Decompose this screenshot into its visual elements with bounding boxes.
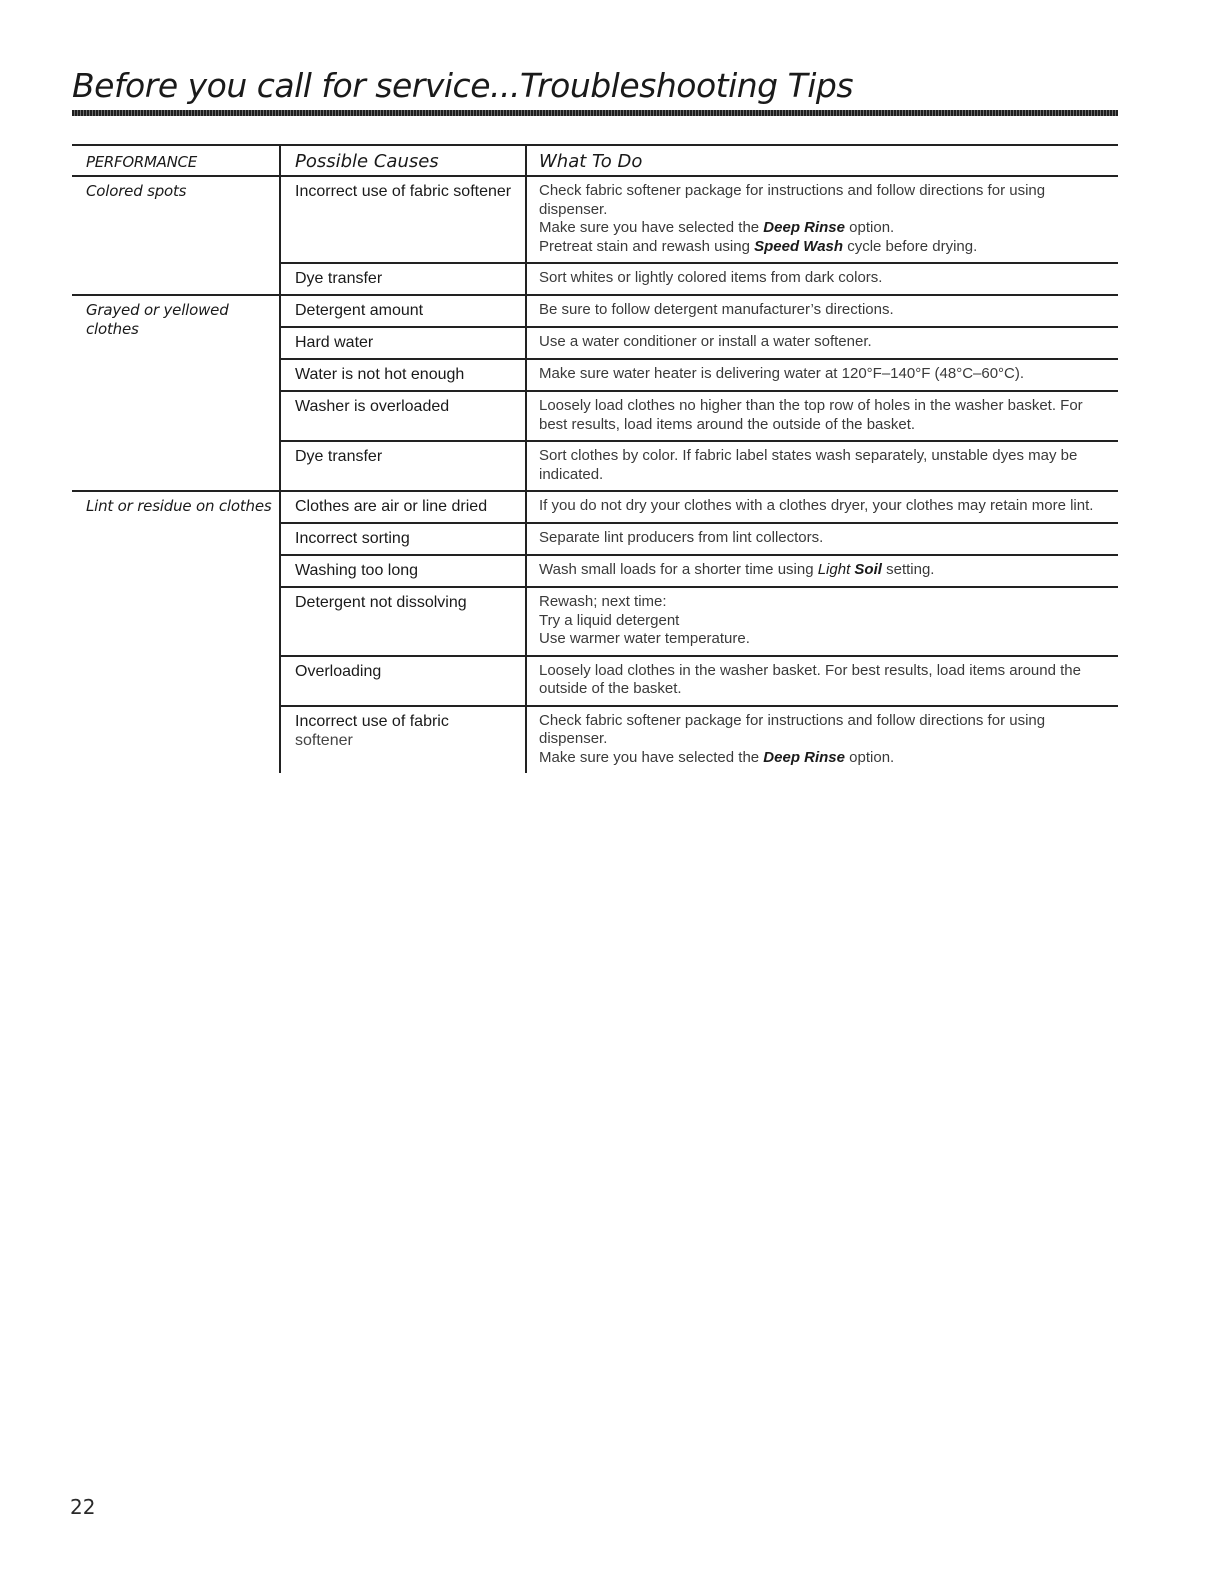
table-header-row: [72, 145, 1118, 176]
table-row: [72, 176, 1118, 263]
page-title: Before you call for service...Troubleshooting Tips: [72, 66, 854, 105]
what-to-do: [526, 327, 1118, 359]
instruction-text: Be sure to follow detergent manufacturer’s directions.: [539, 301, 894, 318]
performance-issue: Colored spots: [86, 182, 187, 200]
instruction-text: setting.: [881, 561, 935, 578]
possible-cause: [280, 263, 526, 295]
performance-issue: Lint or residue on clothes: [72, 491, 280, 773]
instruction-text: Loosely load clothes no higher than the top row of holes in the washer basket. For best results, load items around the outside of the basket.: [539, 397, 1083, 433]
what-to-do: [526, 441, 1118, 491]
table-row: [72, 295, 1118, 327]
what-to-do: [526, 176, 1118, 263]
what-to-do: [526, 555, 1118, 587]
cause-text-continued: softener: [295, 731, 353, 749]
instruction-text: If you do not dry your clothes with a clothes dryer, your clothes may retain more lint.: [539, 497, 1094, 514]
cause-text: Dye transfer: [295, 448, 383, 465]
instruction-line: [539, 447, 1110, 484]
instruction-line: [539, 269, 1110, 288]
cause-text: Detergent not dissolving: [295, 594, 467, 611]
setting-name: Light: [817, 561, 851, 578]
instruction-text: Check fabric softener package for instructions and follow directions for using dispenser.: [539, 182, 1046, 218]
instruction-text: Loosely load clothes in the washer basket. For best results, load items around the outside of the basket.: [539, 661, 1081, 697]
possible-cause: [280, 295, 526, 327]
possible-cause: [280, 587, 526, 656]
table-body: [72, 176, 1118, 773]
instruction-line: [539, 529, 1110, 548]
instruction-line: [539, 365, 1110, 384]
instruction-line: [539, 612, 1110, 631]
instruction-text: Make sure you have selected the: [539, 219, 764, 236]
possible-cause: [280, 491, 526, 523]
cause-text: Washer is overloaded: [295, 398, 450, 415]
instruction-text: Sort clothes by color. If fabric label states wash separately, unstable dyes may be indicated.: [539, 447, 1078, 483]
instruction-text: option.: [845, 219, 895, 236]
possible-cause: [280, 523, 526, 555]
cause-text: Dye transfer: [295, 270, 383, 287]
cause-text: Incorrect use of fabric softener: [295, 183, 512, 200]
instruction-line: [539, 301, 1110, 320]
possible-cause: [280, 441, 526, 491]
cause-text: Clothes are air or line dried: [295, 498, 488, 515]
setting-name: Soil: [854, 561, 882, 578]
what-to-do: [526, 656, 1118, 706]
setting-name: Deep Rinse: [763, 219, 845, 236]
possible-cause: [280, 656, 526, 706]
title-rule: [72, 110, 1118, 116]
instruction-line: [539, 630, 1110, 649]
instruction-text: Pretreat stain and rewash using: [539, 237, 755, 255]
possible-cause: [280, 391, 526, 441]
instruction-line: [539, 593, 1110, 612]
instruction-line: [539, 238, 1110, 257]
cause-text: Water is not hot enough: [295, 366, 465, 383]
instruction-text: Wash small loads for a shorter time using: [539, 561, 818, 578]
instruction-line: [539, 712, 1110, 749]
header-performance: PERFORMANCE: [72, 145, 280, 176]
possible-cause: [280, 555, 526, 587]
what-to-do: [526, 523, 1118, 555]
cause-text: Overloading: [295, 662, 382, 680]
instruction-text: option.: [845, 748, 895, 766]
instruction-text: Make sure you have selected the: [539, 748, 764, 766]
what-to-do: [526, 706, 1118, 774]
header-what-to-do: What To Do: [526, 145, 1118, 176]
what-to-do: [526, 359, 1118, 391]
table-row: [72, 491, 1118, 523]
cause-text: Incorrect sorting: [295, 530, 410, 547]
possible-cause: [280, 359, 526, 391]
instruction-line: [539, 749, 1110, 768]
possible-cause: [280, 706, 526, 774]
possible-cause: [280, 176, 526, 263]
setting-name: Deep Rinse: [763, 748, 845, 766]
what-to-do: [526, 295, 1118, 327]
instruction-line: [539, 219, 1110, 238]
possible-cause: [280, 327, 526, 359]
instruction-text: cycle before drying.: [843, 237, 978, 255]
instruction-text: Rewash; next time:: [539, 593, 667, 610]
what-to-do: [526, 263, 1118, 295]
instruction-line: [539, 182, 1110, 219]
setting-name: Speed Wash: [754, 237, 844, 255]
what-to-do: [526, 587, 1118, 656]
what-to-do: [526, 491, 1118, 523]
instruction-line: [539, 397, 1110, 434]
instruction-text: Use warmer water temperature.: [539, 630, 750, 647]
instruction-text: Separate lint producers from lint collectors.: [539, 529, 824, 546]
what-to-do: [526, 391, 1118, 441]
instruction-line: [539, 333, 1110, 352]
instruction-line: [539, 497, 1110, 516]
instruction-text: Check fabric softener package for instructions and follow directions for using dispenser.: [539, 711, 1046, 747]
header-possible-causes: Possible Causes: [280, 145, 526, 176]
instruction-text: Use a water conditioner or install a water softener.: [539, 333, 872, 350]
page-number: 22: [70, 1495, 96, 1519]
performance-issue: Grayed or yellowed clothes: [72, 295, 280, 491]
troubleshooting-table: [72, 144, 1118, 773]
cause-text: Detergent amount: [295, 302, 424, 319]
cause-text: Hard water: [295, 334, 374, 351]
instruction-line: [539, 662, 1110, 699]
instruction-text: Try a liquid detergent: [539, 611, 680, 629]
cause-text: Washing too long: [295, 562, 419, 579]
cause-text: Incorrect use of fabric: [295, 712, 449, 730]
instruction-text: Make sure water heater is delivering water at 120°F–140°F (48°C–60°C).: [539, 365, 1025, 382]
instruction-line: [539, 561, 1110, 580]
instruction-text: Sort whites or lightly colored items from dark colors.: [539, 269, 883, 286]
